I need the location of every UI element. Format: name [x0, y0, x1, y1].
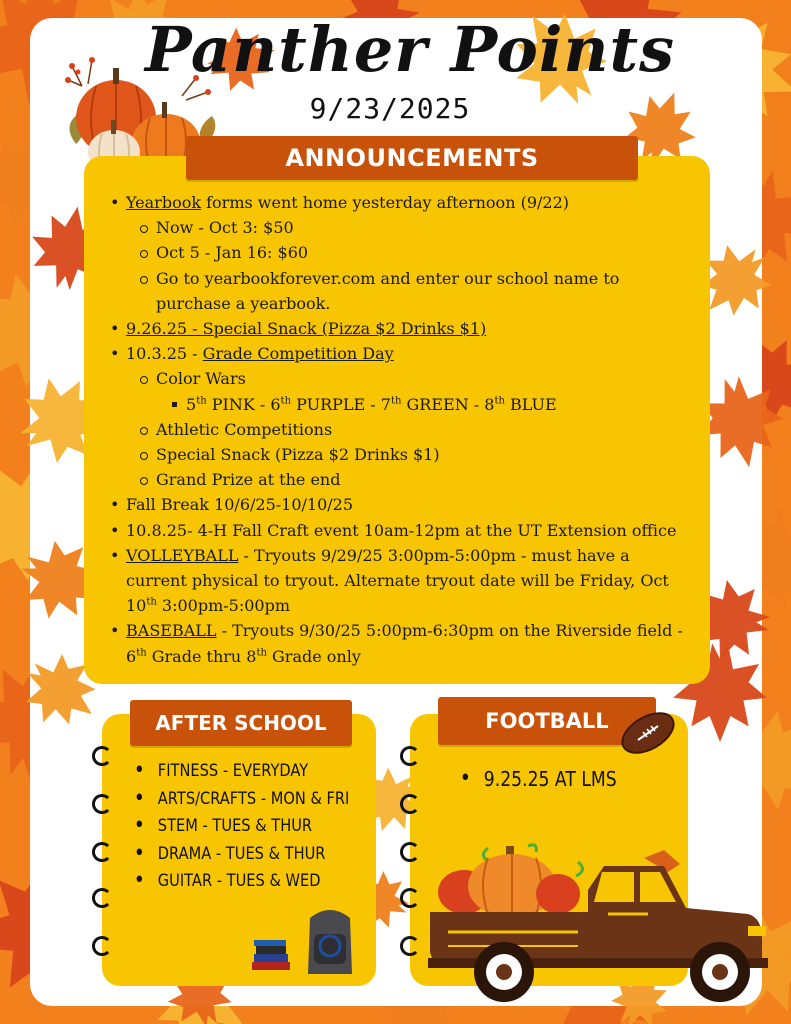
- list-item: • 10.8.25- 4-H Fall Craft event 10am-12pm at the UT Extension office: [110, 518, 700, 543]
- list-item: • STEM - TUES & THUR: [132, 813, 381, 841]
- list-item: • FITNESS - EVERYDAY: [132, 758, 381, 786]
- list-item: • DRAMA - TUES & THUR: [132, 841, 381, 869]
- special-snack-link[interactable]: 9.26.25 - Special Snack (Pizza $2 Drinks $1): [126, 319, 487, 339]
- football-heading: FOOTBALL: [438, 697, 656, 745]
- list-item: • ARTS/CRAFTS - MON & FRI: [132, 786, 381, 814]
- list-item: • 9.25.25 AT LMS: [458, 766, 682, 794]
- list-item: Special Snack (Pizza $2 Drinks $1): [110, 442, 700, 467]
- yearbook-link[interactable]: Yearbook: [126, 193, 202, 212]
- after-school-list: [132, 758, 381, 896]
- list-item: Now - Oct 3: $50: [110, 215, 700, 240]
- list-item: Grand Prize at the end: [110, 467, 700, 492]
- list-item: • Fall Break 10/6/25-10/10/25: [110, 492, 700, 517]
- announcements-list: [110, 190, 700, 669]
- baseball-link[interactable]: BASEBALL: [126, 621, 217, 641]
- page-title: Panther Points: [144, 13, 676, 86]
- list-item: 5th PINK - 6th PURPLE - 7th GREEN - 8th BLUE: [110, 392, 700, 417]
- list-item: • 10.3.25 - Grade Competition Day: [110, 341, 700, 366]
- list-item: Color Wars: [110, 366, 700, 391]
- volleyball-link[interactable]: VOLLEYBALL: [126, 545, 239, 565]
- grade-competition-link[interactable]: Grade Competition Day: [202, 344, 394, 364]
- after-school-heading: AFTER SCHOOL: [130, 700, 352, 746]
- list-item: • GUITAR - TUES & WED: [132, 868, 381, 896]
- list-item: Athletic Competitions: [110, 417, 700, 442]
- list-item: • VOLLEYBALL - Tryouts 9/29/25 3:00pm-5:00pm - must have a current physical to tryout. Alternate tryout date will be Friday, Oct 10th 3:00pm-5:00pm: [110, 543, 700, 619]
- books-backpack-icon: [246, 904, 356, 978]
- list-item: [110, 316, 700, 341]
- pumpkin-truck-icon: [428, 842, 778, 1012]
- list-item: Oct 5 - Jan 16: $60: [110, 240, 700, 265]
- list-item: Go to yearbookforever.com and enter our school name to purchase a yearbook.: [110, 266, 700, 316]
- list-item: • Yearbook forms went home yesterday afternoon (9/22): [110, 190, 700, 215]
- football-list: [458, 766, 682, 794]
- list-item: • BASEBALL - Tryouts 9/30/25 5:00pm-6:30pm on the Riverside field - 6th Grade thru 8th Grade only: [110, 618, 700, 668]
- announcements-heading: ANNOUNCEMENTS: [186, 136, 638, 180]
- football-icon: [618, 708, 678, 758]
- page-date: 9/23/2025: [309, 92, 471, 125]
